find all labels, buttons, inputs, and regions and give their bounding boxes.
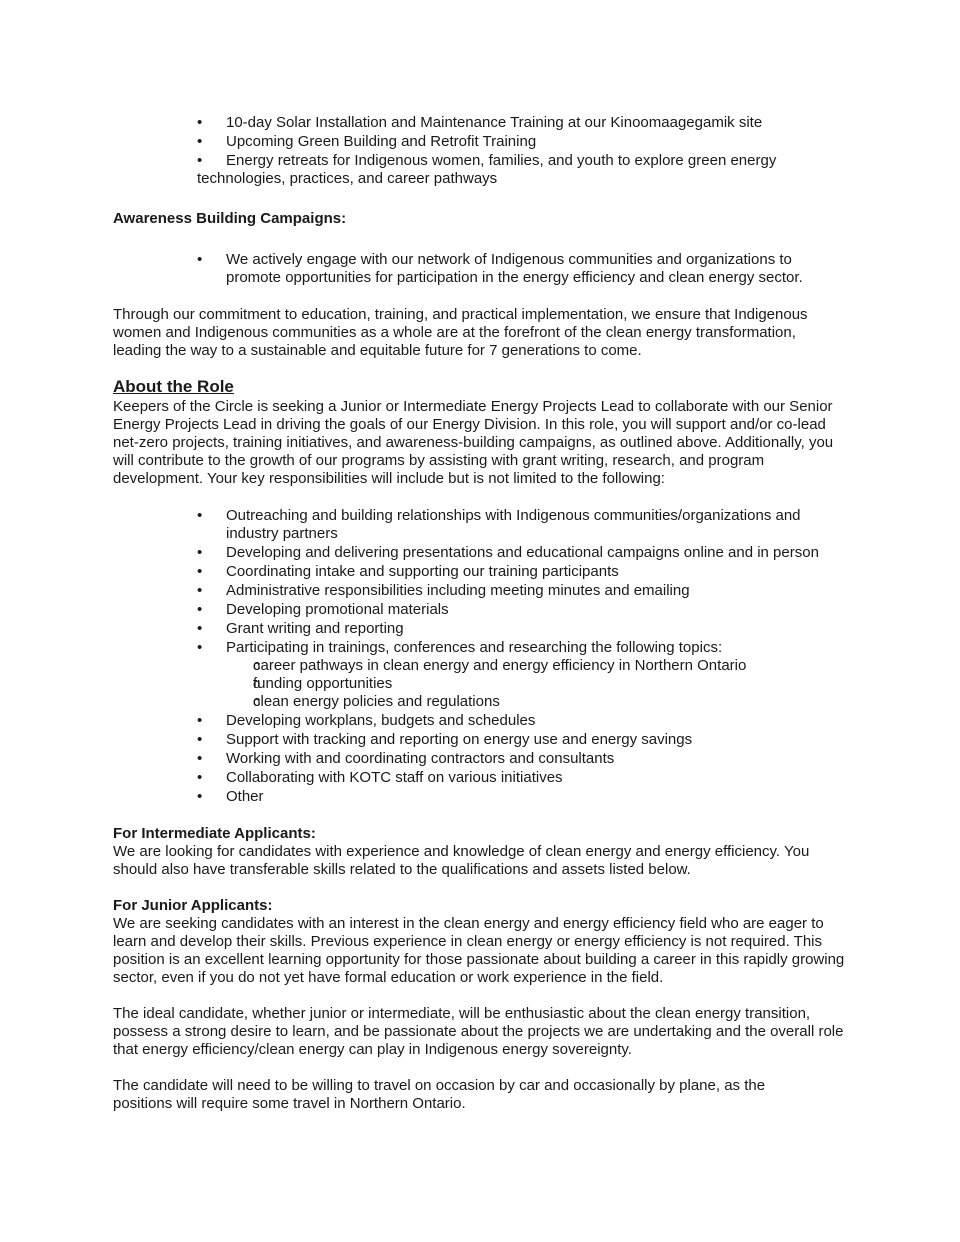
intermediate-text: We are looking for candidates with experience and knowledge of clean energy and energy efficiency. You should also have transferable skills related to the qualifications and assets listed below.	[113, 843, 810, 878]
junior-heading: For Junior Applicants:	[113, 897, 273, 914]
list-item: • Energy retreats for Indigenous women, families, and youth to explore green energy technologies, practices, and career pathways	[197, 152, 857, 188]
commitment-paragraph: Through our commitment to education, training, and practical implementation, we ensure that Indigenous women and Indigenous communities as a whole are at the forefront of the clean energy transformation, leading the way to a sustainable and equitable future for 7 generations to come.	[113, 306, 808, 359]
list-item: • Developing promotional materials	[197, 601, 857, 619]
awareness-heading: Awareness Building Campaigns:	[113, 210, 347, 227]
list-item: • We actively engage with our network of Indigenous communities and organizations to promote opportunities for participation in the energy efficiency and clean energy sector.	[197, 251, 837, 287]
list-item: • Participating in trainings, conferences and researching the following topics: o career pathways in clean energy and energy efficiency in Northern Ontario o funding opportunities o clean energy policies and regulations	[197, 639, 857, 711]
ideal-candidate-paragraph: The ideal candidate, whether junior or intermediate, will be enthusiastic about the clean energy transition, possess a strong desire to learn, and be passionate about the projects we are undertaking and the overall role that energy efficiency/clean energy can play in Indigenous energy sovereignty.	[113, 1005, 844, 1058]
list-item: • Coordinating intake and supporting our training participants	[197, 563, 857, 581]
responsibilities-list	[197, 507, 857, 807]
list-item: • Developing and delivering presentations and educational campaigns online and in person	[197, 544, 857, 562]
list-item: o clean energy policies and regulations	[197, 693, 857, 711]
awareness-bullets	[197, 251, 837, 288]
intermediate-heading: For Intermediate Applicants:	[113, 825, 316, 842]
travel-paragraph: The candidate will need to be willing to travel on occasion by car and occasionally by plane, as the positions will require some travel in Northern Ontario.	[113, 1077, 766, 1112]
list-item: • Upcoming Green Building and Retrofit Training	[197, 133, 857, 151]
list-item: • Support with tracking and reporting on energy use and energy savings	[197, 731, 857, 749]
list-item: • Administrative responsibilities including meeting minutes and emailing	[197, 582, 857, 600]
list-item: • Collaborating with KOTC staff on various initiatives	[197, 769, 857, 787]
list-item: • Grant writing and reporting	[197, 620, 857, 638]
about-role-paragraph: Keepers of the Circle is seeking a Junior or Intermediate Energy Projects Lead to collaborate with our Senior Energy Projects Lead in driving the goals of our Energy Division. In this role, you will support and/or co-lead net-zero projects, training initiatives, and awareness-building campaigns, as outlined above. Additionally, you will contribute to the growth of our programs by assisting with grant writing, research, and program development. Your key responsibilities will include but is not limited to the following:	[113, 398, 834, 487]
research-topics-list	[226, 657, 857, 711]
list-item: o career pathways in clean energy and energy efficiency in Northern Ontario	[197, 657, 857, 675]
list-item: • 10-day Solar Installation and Maintenance Training at our Kinoomaagegamik site	[197, 114, 857, 132]
list-item: • Other	[197, 788, 857, 806]
list-item: • Developing workplans, budgets and schedules	[197, 712, 857, 730]
list-item: o funding opportunities	[197, 675, 857, 693]
junior-text: We are seeking candidates with an interest in the clean energy and energy efficiency field who are eager to learn and develop their skills. Previous experience in clean energy or energy efficiency is not required. This position is an excellent learning opportunity for those passionate about building a career in this rapidly growing sector, even if you do not yet have formal education or work experience in the field.	[113, 915, 845, 986]
list-item: • Working with and coordinating contractors and consultants	[197, 750, 857, 768]
list-item: • Outreaching and building relationships with Indigenous communities/organizations and industry partners	[197, 507, 857, 543]
training-bullets	[197, 114, 857, 189]
about-role-heading: About the Role	[113, 377, 234, 396]
